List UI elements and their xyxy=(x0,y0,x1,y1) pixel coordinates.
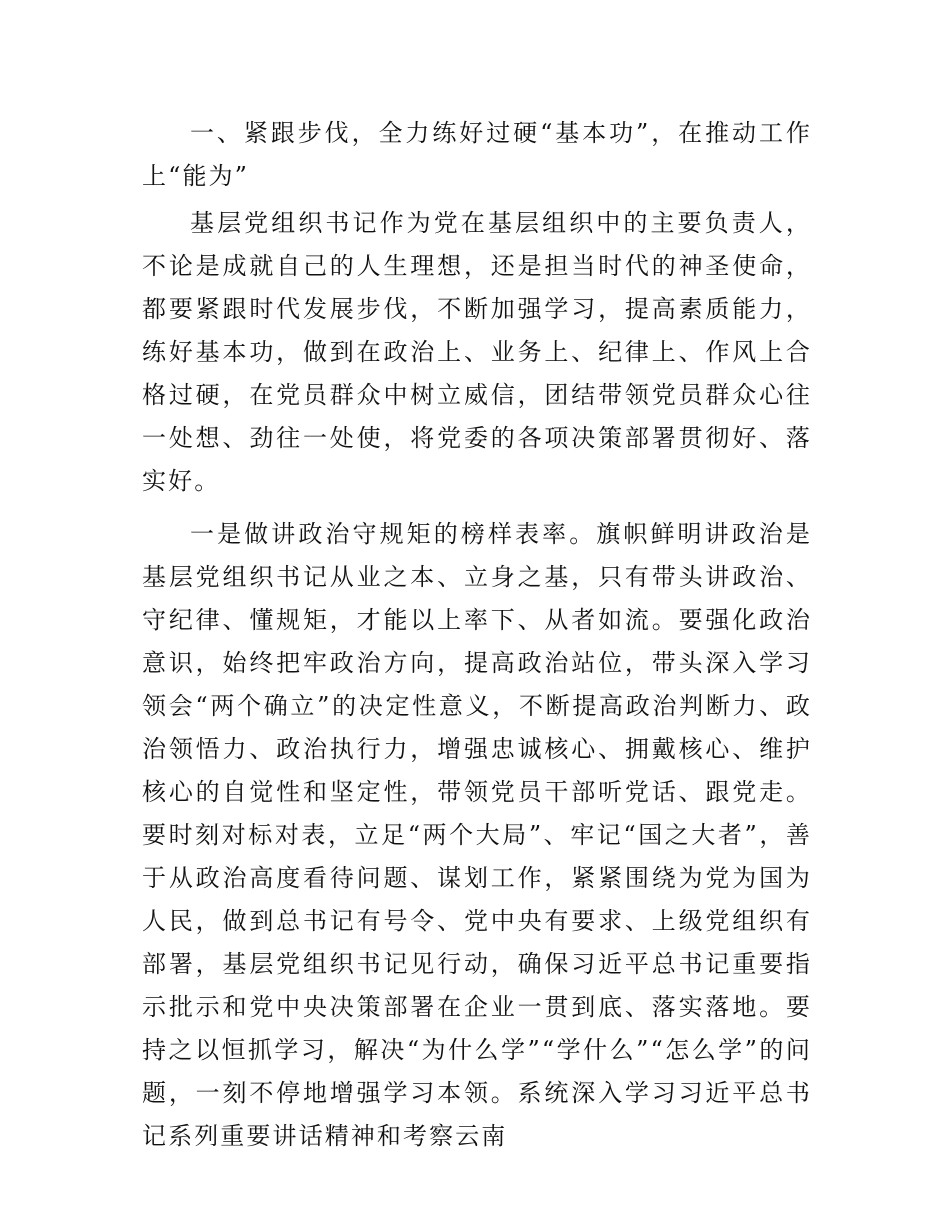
paragraph-intro: 基层党组织书记作为党在基层组织中的主要负责人，不论是成就自己的人生理想，还是担当时代的神圣使命，都要紧跟时代发展步伐，不断加强学习，提高素质能力，练好基本功，做到在政治上、业务上、纪律上、作风上合格过硬，在党员群众中树立威信，团结带领党员群众心往一处想、劲往一处使，将党委的各项决策部署贯彻好、落实好。 xyxy=(142,209,812,495)
document-body xyxy=(142,112,812,1168)
paragraph-point-one: 一是做讲政治守规矩的榜样表率。旗帜鲜明讲政治是基层党组织书记从业之本、立身之基，只有带头讲政治、守纪律、懂规矩，才能以上率下、从者如流。要强化政治意识，始终把牢政治方向，提高政治站位，带头深入学习领会“两个确立”的决定性意义，不断提高政治判断力、政治领悟力、政治执行力，增强忠诚核心、拥戴核心、维护核心的自觉性和坚定性，带领党员干部听党话、跟党走。要时刻对标对表，立足“两个大局”、牢记“国之大者”，善于从政治高度看待问题、谋划工作，紧紧围绕为党为国为人民，做到总书记有号令、党中央有要求、上级党组织有部署，基层党组织书记见行动，确保习近平总书记重要指示批示和党中央决策部署在企业一贯到底、落实落地。要持之以恒抓学习，解决“为什么学”“学什么”“怎么学”的问题，一刻不停地增强学习本领。系统深入学习习近平总书记系列重要讲话精神和考察云南 xyxy=(142,520,812,1150)
section-heading: 一、紧跟步伐，全力练好过硬“基本功”，在推动工作上“能为” xyxy=(142,119,812,190)
